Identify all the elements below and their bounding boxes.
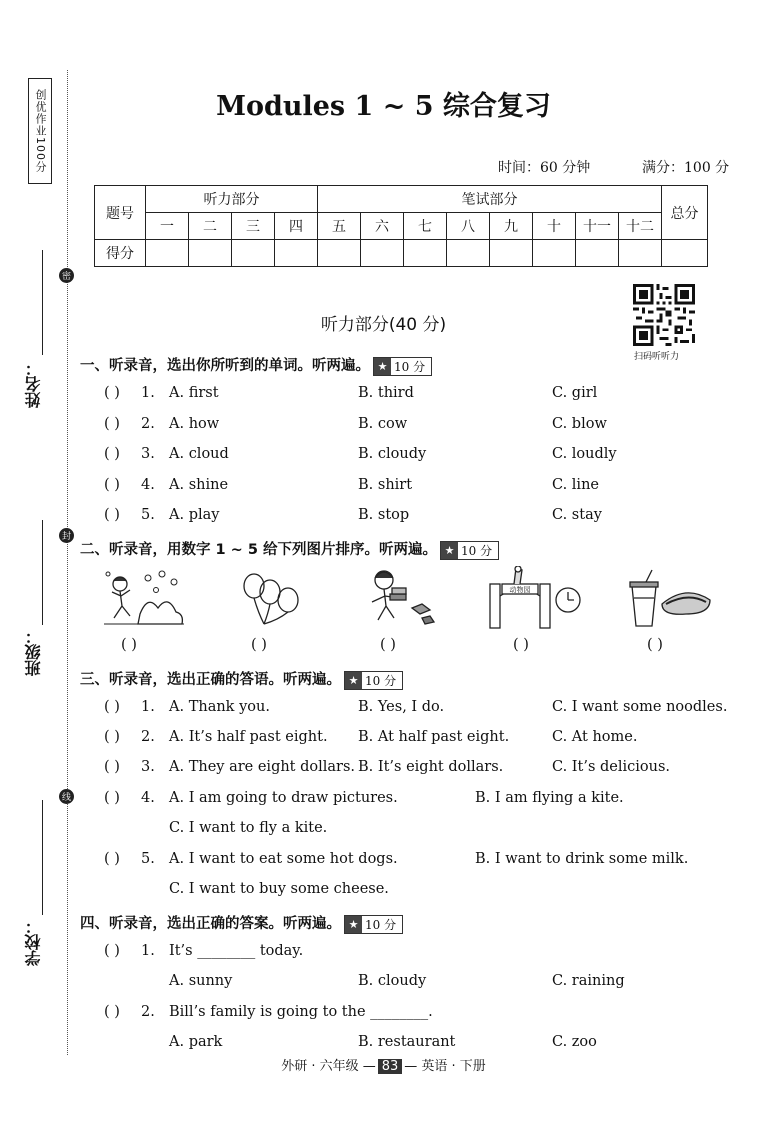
col-4: 四 [275, 213, 318, 240]
option-a: A. shine [169, 477, 229, 493]
answer-paren[interactable]: ( ) [104, 507, 120, 523]
section-4-heading [80, 912, 403, 934]
option-a: A. It’s half past eight. [169, 729, 328, 745]
header-writing: 笔试部分 [318, 186, 662, 213]
class-line[interactable] [42, 520, 43, 625]
col-2: 二 [189, 213, 232, 240]
option-b: B. It’s eight dollars. [358, 759, 504, 775]
option-b: B. cow [358, 416, 408, 432]
option-a: A. first [169, 385, 219, 401]
answer-paren[interactable]: ( ) [104, 851, 120, 867]
answer-paren[interactable]: ( ) [104, 790, 120, 806]
col-12: 十二 [619, 213, 662, 240]
col-11: 十一 [576, 213, 619, 240]
option-a: A. how [169, 416, 220, 432]
score-cell[interactable] [533, 240, 576, 267]
class-label: 班级： [24, 628, 43, 676]
col-1: 一 [146, 213, 189, 240]
option-b: B. I am flying a kite. [475, 790, 624, 806]
drink-hotdog-picture [628, 568, 712, 630]
seal-feng: 封 [59, 528, 74, 543]
col-8: 八 [447, 213, 490, 240]
score-cell[interactable] [146, 240, 189, 267]
question-number: 4. [141, 477, 155, 493]
option-a: A. I am going to draw pictures. [169, 790, 398, 806]
option-a: A. sunny [169, 973, 233, 989]
star-icon: ★ [441, 542, 458, 559]
answer-paren[interactable]: ( ) [104, 477, 120, 493]
boy-running-picture [100, 566, 186, 628]
seal-mi: 密 [59, 268, 74, 283]
col-9: 九 [490, 213, 533, 240]
question-number: 3. [141, 446, 155, 462]
score-cell[interactable] [576, 240, 619, 267]
col-5: 五 [318, 213, 361, 240]
question-number: 2. [141, 1004, 155, 1020]
star-icon: ★ [345, 916, 362, 933]
option-c: C. girl [552, 385, 598, 401]
score-cell[interactable] [189, 240, 232, 267]
score-cell[interactable] [619, 240, 662, 267]
picture-1-paren[interactable]: ( ) [121, 637, 137, 653]
section-2-heading [80, 538, 499, 560]
question-stem: Bill’s family is going to the ________. [169, 1004, 433, 1020]
option-b: B. Yes, I do. [358, 699, 445, 715]
option-a: A. play [169, 507, 220, 523]
picture-4-paren[interactable]: ( ) [513, 637, 529, 653]
option-c: C. I want to fly a kite. [169, 820, 328, 836]
question-number: 5. [141, 507, 155, 523]
option-c: C. line [552, 477, 599, 493]
option-c: C. I want some noodles. [552, 699, 728, 715]
score-cell[interactable] [318, 240, 361, 267]
score-info: 满分：100 分 [642, 160, 730, 176]
page-footer [0, 1055, 767, 1074]
score-cell-total[interactable] [662, 240, 708, 267]
part-title: 听力部分(40 分) [320, 315, 447, 335]
option-a: A. Thank you. [169, 699, 270, 715]
question-number: 3. [141, 759, 155, 775]
points-badge [373, 357, 432, 376]
question-number: 2. [141, 729, 155, 745]
star-icon: ★ [374, 358, 391, 375]
row-score-label: 得分 [95, 240, 146, 267]
section-heading-text: 四、听录音，选出正确的答案。听两遍。 [80, 916, 341, 932]
option-c: C. raining [552, 973, 625, 989]
question-number: 1. [141, 385, 155, 401]
answer-paren[interactable]: ( ) [104, 416, 120, 432]
option-a: A. cloud [169, 446, 229, 462]
option-b: B. third [358, 385, 414, 401]
question-number: 2. [141, 416, 155, 432]
school-line[interactable] [42, 800, 43, 915]
col-10: 十 [533, 213, 576, 240]
header-tihao: 题号 [95, 186, 146, 240]
option-b: B. stop [358, 507, 410, 523]
score-cell[interactable] [404, 240, 447, 267]
question-number: 1. [141, 699, 155, 715]
option-a: A. They are eight dollars. [169, 759, 356, 775]
score-cell[interactable] [490, 240, 533, 267]
time-info: 时间：60 分钟 [498, 160, 591, 176]
section-1-heading [80, 354, 432, 376]
option-c: C. It’s delicious. [552, 759, 671, 775]
col-3: 三 [232, 213, 275, 240]
option-c: C. loudly [552, 446, 617, 462]
option-b: B. I want to drink some milk. [475, 851, 689, 867]
option-c: C. I want to buy some cheese. [169, 881, 389, 897]
score-table [94, 185, 708, 267]
balloons-picture [236, 572, 308, 628]
star-icon: ★ [345, 672, 362, 689]
answer-paren[interactable]: ( ) [104, 699, 120, 715]
binding-dotted-line [67, 70, 68, 1055]
option-b: B. At half past eight. [358, 729, 510, 745]
section-heading-text: 一、听录音，选出你所听到的单词。听两遍。 [80, 358, 370, 374]
section-3-heading [80, 668, 403, 690]
footer-right: — 英语 · 下册 [404, 1059, 486, 1074]
answer-paren[interactable]: ( ) [104, 759, 120, 775]
zoo-sign-text: 动物园 [509, 586, 531, 594]
girl-with-books-picture [362, 566, 438, 628]
col-6: 六 [361, 213, 404, 240]
seal-xian: 线 [59, 789, 74, 804]
option-c: C. blow [552, 416, 607, 432]
name-line[interactable] [42, 250, 43, 355]
page-title: Modules 1 ~ 5 综合复习 [216, 91, 551, 122]
points-text: 10 分 [394, 359, 426, 374]
points-badge [344, 915, 403, 934]
picture-2-paren[interactable]: ( ) [251, 637, 267, 653]
question-number: 1. [141, 943, 155, 959]
option-c: C. stay [552, 507, 602, 523]
school-label: 学校： [24, 918, 43, 966]
option-b: B. shirt [358, 477, 413, 493]
brand-logo: 创优作业100分 [28, 78, 52, 184]
qr-label: 扫码听听力 [634, 352, 680, 362]
answer-paren[interactable]: ( ) [104, 1004, 120, 1020]
question-stem: It’s ________ today. [169, 943, 304, 959]
section-heading-text: 三、听录音，选出正确的答语。听两遍。 [80, 672, 341, 688]
option-a: A. park [169, 1034, 223, 1050]
picture-5-paren[interactable]: ( ) [647, 637, 663, 653]
section-heading-text: 二、听录音，用数字 1 ~ 5 给下列图片排序。听两遍。 [80, 542, 438, 558]
option-b: B. restaurant [358, 1034, 456, 1050]
score-cell[interactable] [232, 240, 275, 267]
answer-paren[interactable]: ( ) [104, 446, 120, 462]
question-number: 5. [141, 851, 155, 867]
score-cell[interactable] [447, 240, 490, 267]
header-listening: 听力部分 [146, 186, 318, 213]
name-label: 姓名： [24, 360, 43, 408]
points-badge [440, 541, 499, 560]
answer-paren[interactable]: ( ) [104, 729, 120, 745]
score-cell[interactable] [275, 240, 318, 267]
footer-left: 外研 · 六年级 — [281, 1059, 376, 1074]
option-b: B. cloudy [358, 446, 427, 462]
page-number: 83 [378, 1059, 403, 1074]
points-text: 10 分 [461, 543, 493, 558]
option-c: C. zoo [552, 1034, 597, 1050]
option-c: C. At home. [552, 729, 638, 745]
answer-paren[interactable]: ( ) [104, 385, 120, 401]
points-text: 10 分 [365, 917, 397, 932]
option-a: A. I want to eat some hot dogs. [169, 851, 398, 867]
header-total: 总分 [662, 186, 708, 240]
col-7: 七 [404, 213, 447, 240]
score-cell[interactable] [361, 240, 404, 267]
picture-3-paren[interactable]: ( ) [380, 637, 396, 653]
answer-paren[interactable]: ( ) [104, 943, 120, 959]
points-text: 10 分 [365, 673, 397, 688]
zoo-gate-clock-picture [486, 566, 582, 630]
points-badge [344, 671, 403, 690]
question-number: 4. [141, 790, 155, 806]
option-b: B. cloudy [358, 973, 427, 989]
